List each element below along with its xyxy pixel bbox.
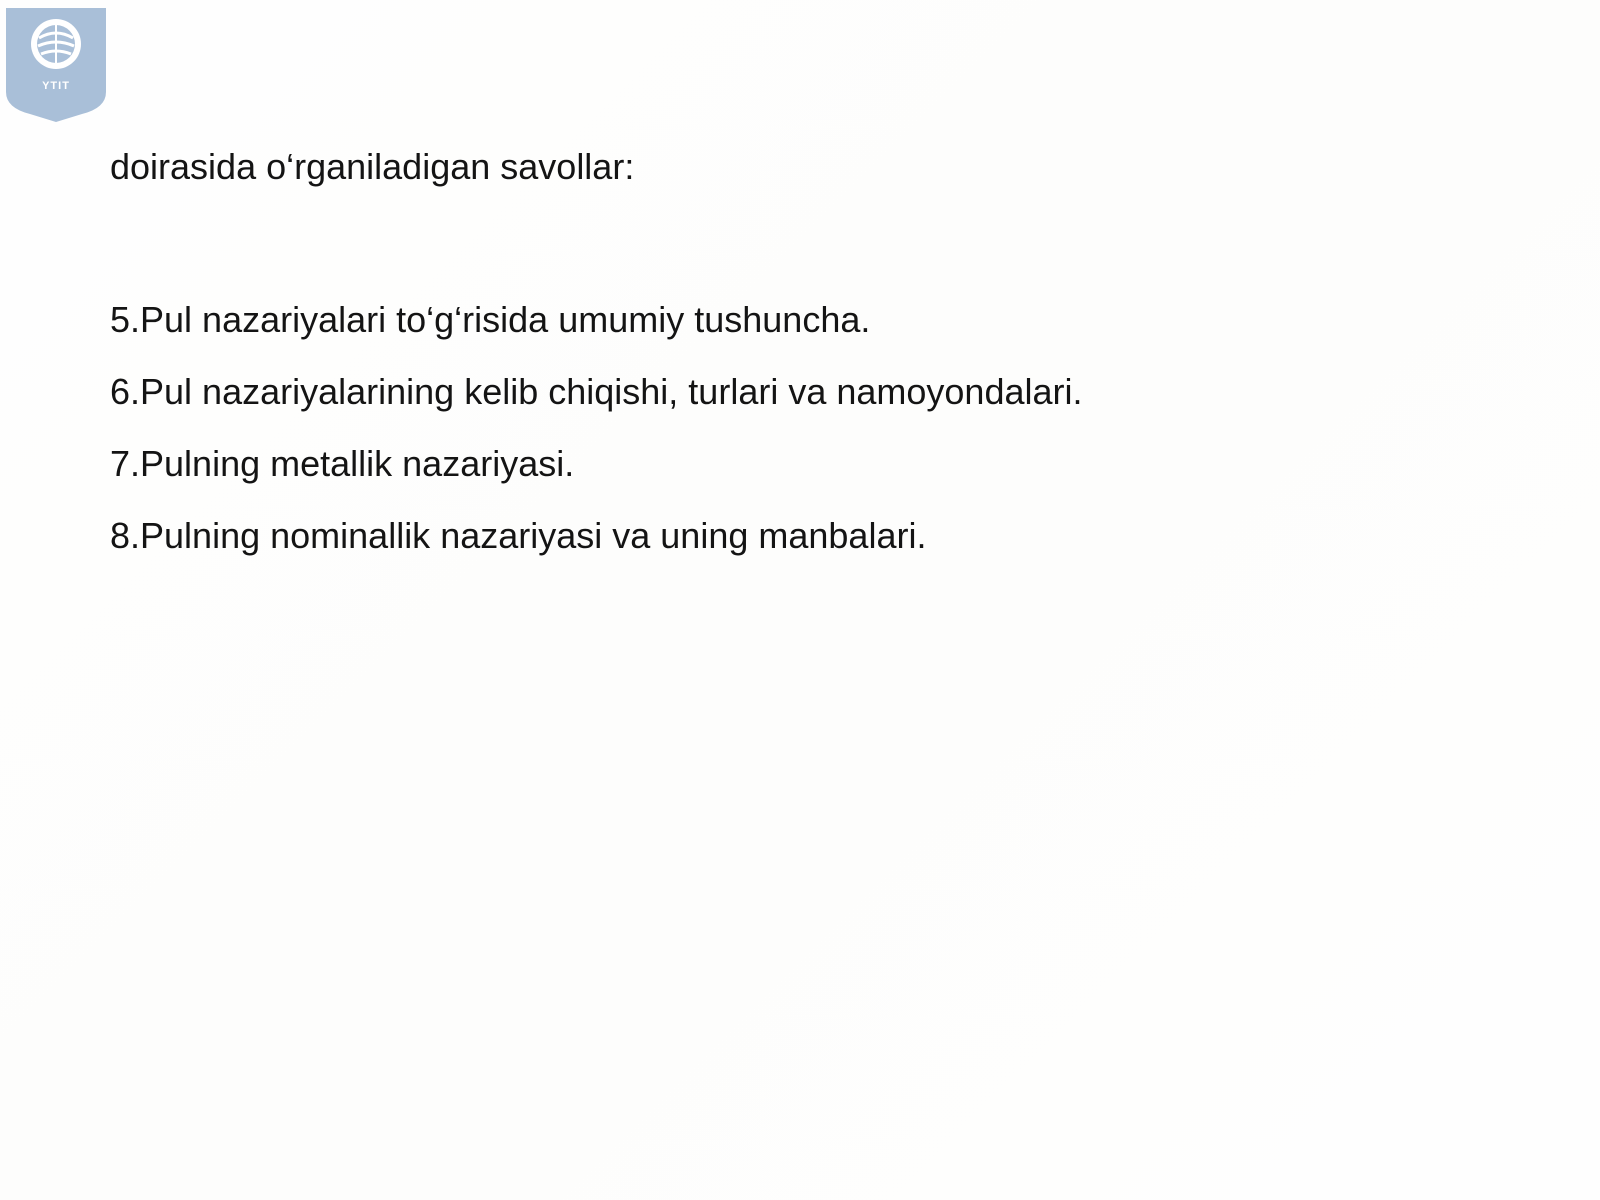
question-item: 5.Pul nazariyalari to‘g‘risida umumiy tushuncha. xyxy=(110,299,871,340)
questions-list xyxy=(110,298,1083,586)
institution-logo xyxy=(6,8,106,122)
question-item: 6.Pul nazariyalarining kelib chiqishi, turlari va namoyondalari. xyxy=(110,371,1083,412)
logo-text: YTIT xyxy=(42,80,70,92)
shield-emblem-icon xyxy=(6,8,106,122)
slide-heading: doirasida o‘rganiladigan savollar: xyxy=(110,146,635,187)
question-item: 8.Pulning nominallik nazariyasi va uning manbalari. xyxy=(110,515,927,556)
question-item: 7.Pulning metallik nazariyasi. xyxy=(110,443,575,484)
